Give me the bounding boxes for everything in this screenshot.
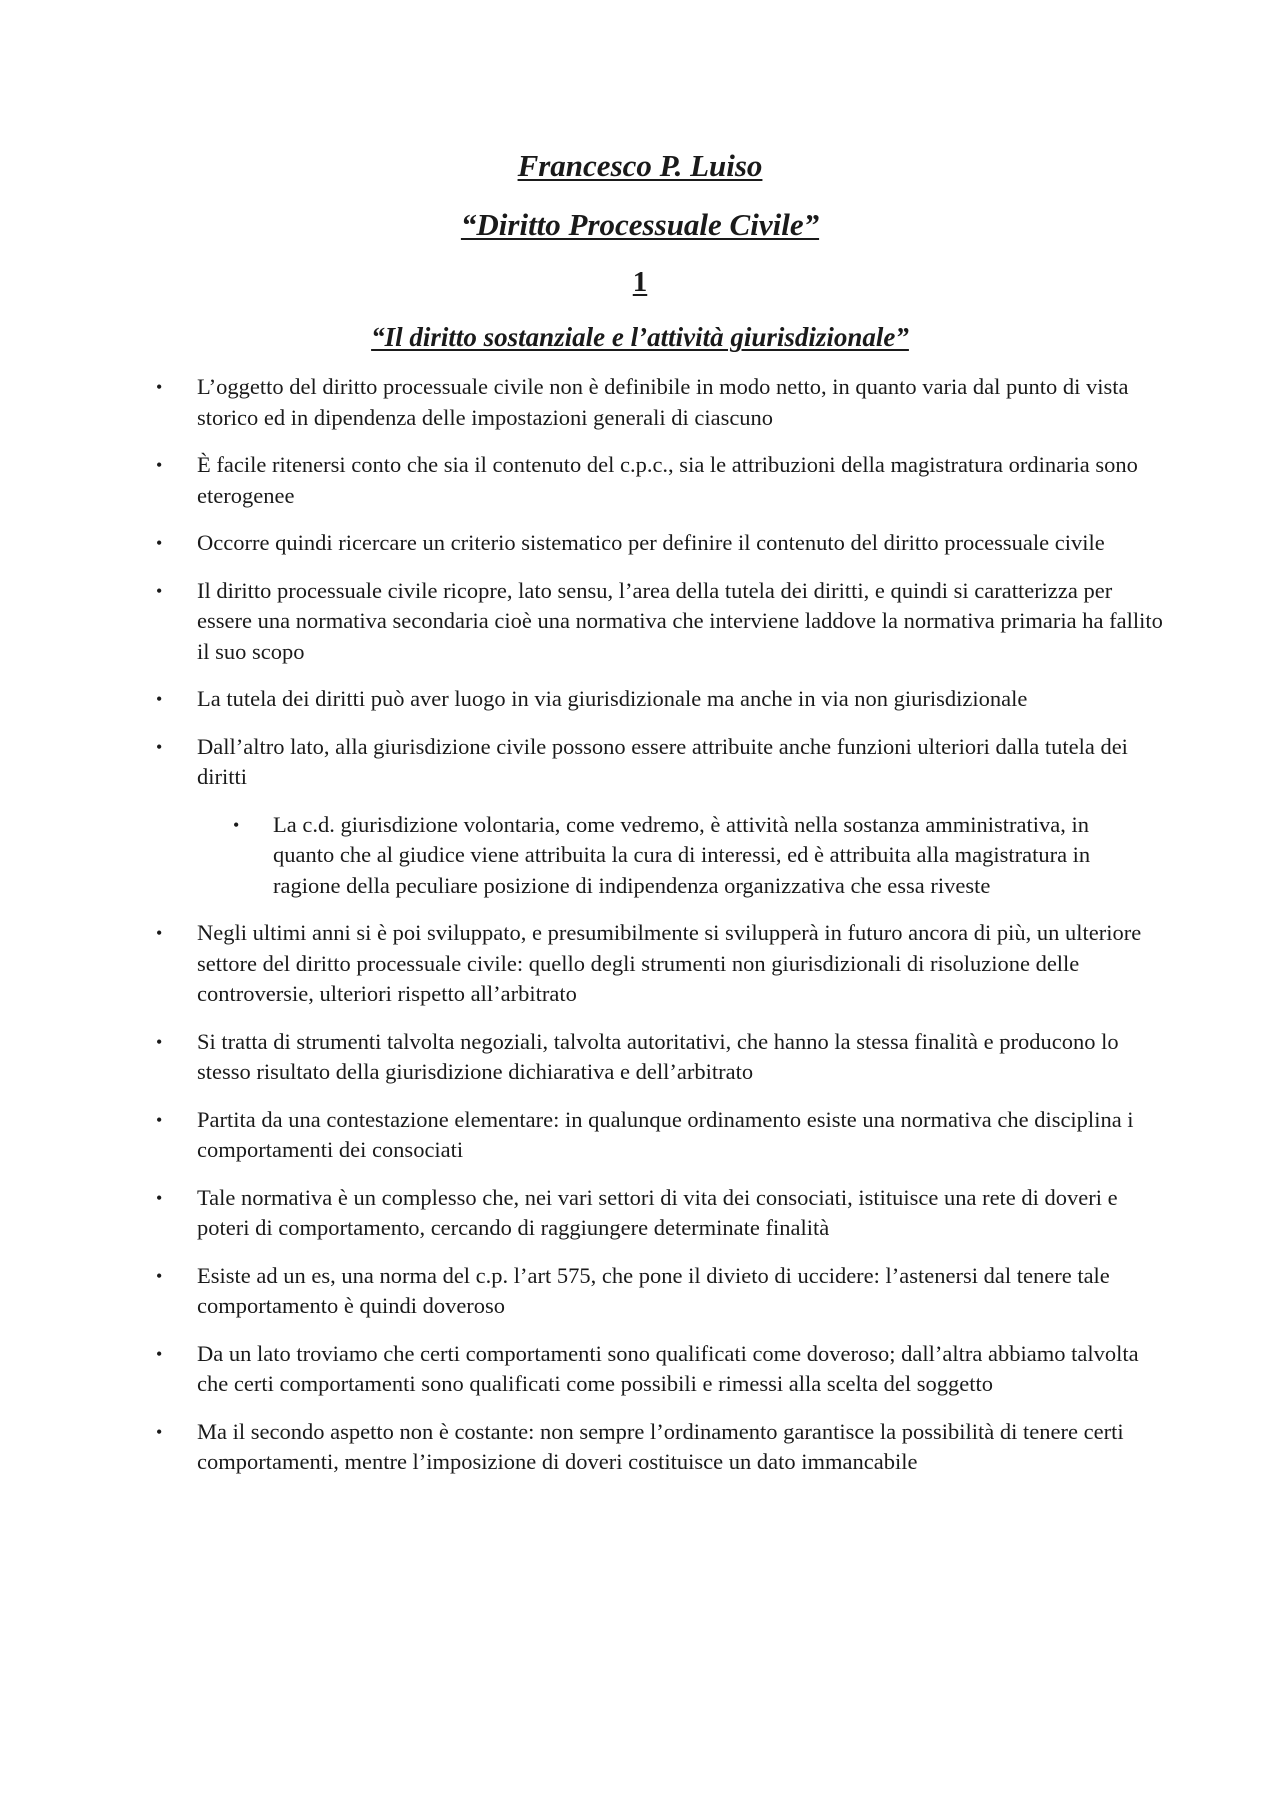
bullet-text: Partita da una contestazione elementare: in qualunque ordinamento esiste una normativa che disciplina i comportamenti dei consociati [197, 1106, 1134, 1162]
bullet-dot-icon: • [156, 455, 163, 475]
bullet-text: Dall’altro lato, alla giurisdizione civile possono essere attribuite anche funzioni ulteriori dalla tutela dei diritti [197, 733, 1128, 789]
bullet-item [0, 1105, 1167, 1166]
bullet-item [0, 1417, 1167, 1478]
bullet-item [0, 732, 1167, 793]
bullet-text: Da un lato troviamo che certi comportamenti sono qualificati come doveroso; dall’altra abbiamo talvolta che certi comportamenti sono qualificati come possibili e rimessi alla scelta del soggetto [197, 1340, 1139, 1396]
chapter-title-heading: “Il diritto sostanziale e l’attività giurisdizionale” [371, 322, 909, 352]
bullet-text: Si tratta di strumenti talvolta negoziali, talvolta autoritativi, che hanno la stessa finalità e producono lo stesso risultato della giurisdizione dichiarativa e dell’arbitrato [197, 1028, 1119, 1084]
bullet-text: Ma il secondo aspetto non è costante: non sempre l’ordinamento garantisce la possibilità di tenere certi comportamenti, mentre l’imposizione di doveri costituisce un dato immancabile [197, 1418, 1124, 1474]
bullet-item [0, 528, 1167, 559]
bullet-text: Esiste ad un es, una norma del c.p. l’art 575, che pone il divieto di uccidere: l’astenersi dal tenere tale comportamento è quindi doveroso [197, 1262, 1110, 1318]
bullet-text: La tutela dei diritti può aver luogo in via giurisdizionale ma anche in via non giurisdizionale [197, 686, 1028, 711]
bullet-dot-icon: • [156, 1187, 163, 1208]
bullet-text: Occorre quindi ricercare un criterio sistematico per definire il contenuto del diritto processuale civile [197, 530, 1105, 555]
bullet-item [0, 1339, 1167, 1400]
bullet-text: È facile ritenersi conto che sia il contenuto del c.p.c., sia le attribuzioni della magistratura ordinaria sono eterogenee [197, 452, 1138, 508]
bullet-dot-icon: • [156, 1343, 163, 1364]
bullet-list [0, 372, 1280, 1495]
bullet-dot-icon: • [156, 580, 163, 601]
bullet-dot-icon: • [156, 1109, 163, 1130]
bullet-item [0, 684, 1167, 715]
bullet-text: Tale normativa è un complesso che, nei vari settori di vita dei consociati, istituisce una rete di doveri e poteri di comportamento, cercando di raggiungere determinate finalità [197, 1184, 1118, 1240]
bullet-item [0, 450, 1167, 511]
bullet-dot-icon: • [156, 1265, 163, 1286]
bullet-dot-icon: • [233, 814, 240, 835]
author-heading: Francesco P. Luiso [517, 148, 763, 183]
bullet-text: La c.d. giurisdizione volontaria, come vedremo, è attività nella sostanza amministrativa, in quanto che al giudice viene attribuita la cura di interessi, ed è attribuita alla magistratura in ragione della peculiare posizione di indipendenza organizzativa che essa riveste [273, 811, 1091, 898]
bullet-dot-icon: • [156, 533, 163, 553]
bullet-dot-icon: • [156, 923, 163, 943]
sub-bullet-item [0, 810, 1153, 902]
bullet-dot-icon: • [156, 736, 163, 757]
bullet-item [0, 1183, 1167, 1244]
bullet-item [0, 918, 1167, 1010]
bullet-dot-icon: • [156, 1421, 163, 1442]
book-title-heading: “Diritto Processuale Civile” [460, 207, 820, 242]
bullet-dot-icon: • [156, 377, 163, 397]
bullet-item [0, 1027, 1167, 1088]
bullet-dot-icon: • [156, 689, 163, 709]
chapter-number: 1 [632, 266, 648, 298]
bullet-text: L’oggetto del diritto processuale civile non è definibile in modo netto, in quanto varia dal punto di vista storico ed in dipendenza delle impostazioni generali di ciascuno [197, 374, 1129, 430]
bullet-item [0, 1261, 1167, 1322]
bullet-text: Il diritto processuale civile ricopre, lato sensu, l’area della tutela dei diritti, e quindi si caratterizza per essere una normativa secondaria cioè una normativa che interviene laddove la normativa primaria ha fallito il suo scopo [197, 577, 1163, 664]
bullet-item [0, 576, 1167, 668]
bullet-item [0, 372, 1167, 433]
bullet-dot-icon: • [156, 1031, 163, 1052]
bullet-text: Negli ultimi anni si è poi sviluppato, e presumibilmente si svilupperà in futuro ancora di più, un ulteriore settore del diritto processuale civile: quello degli strumenti non giurisdizionali di risoluzione delle controversie, ulteriori rispetto all’arbitrato [197, 920, 1142, 1006]
